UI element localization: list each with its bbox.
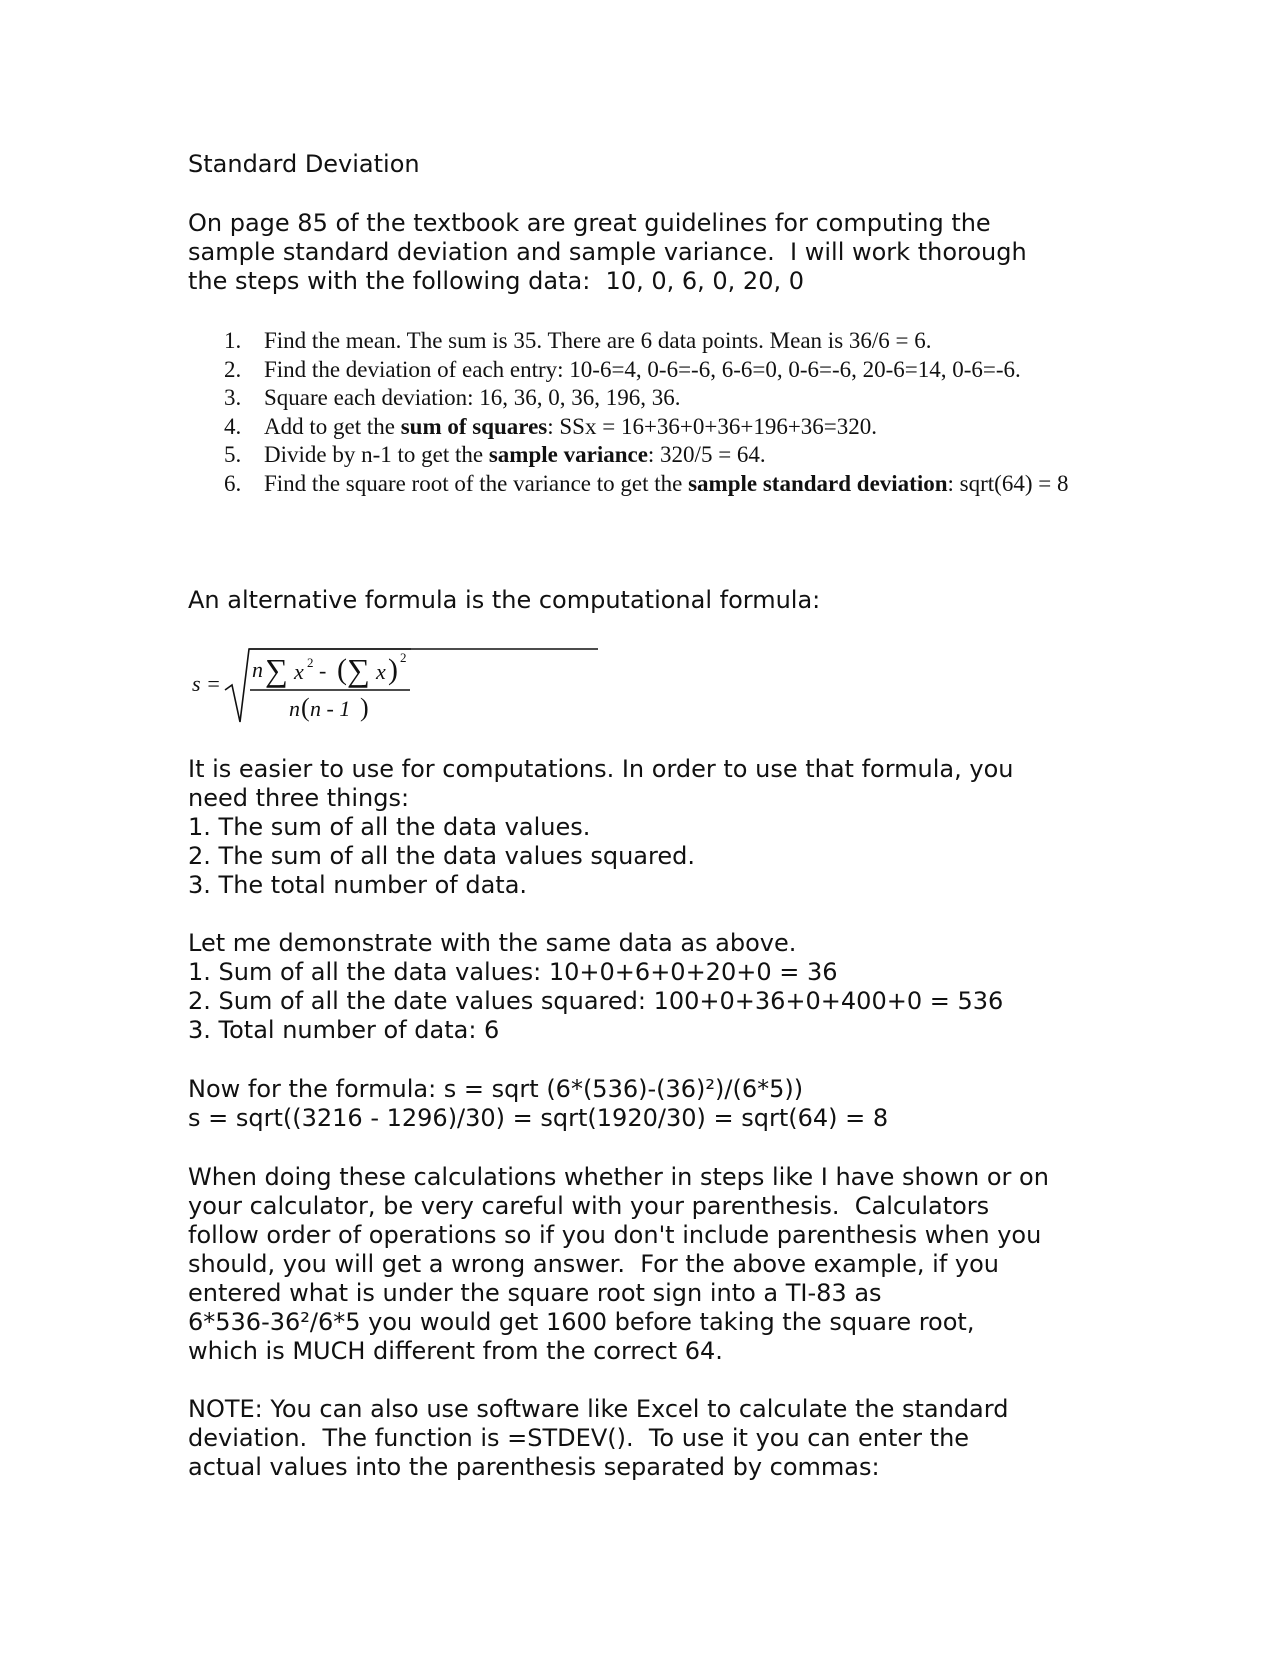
- demo-line: 2. Sum of all the date values squared: 100+0+36+0+400+0 = 536: [188, 987, 1004, 1015]
- step-item: [188, 470, 1098, 499]
- note-line: NOTE: You can also use software like Excel to calculate the standard: [188, 1395, 1009, 1423]
- step-text: : 320/5 = 64.: [647, 442, 766, 467]
- demo-paragraph: [188, 929, 1098, 1045]
- careful-line: When doing these calculations whether in steps like I have shown or on: [188, 1163, 1049, 1191]
- step-text: Find the mean. The sum is 35. There are 6 data points. Mean is 36/6 = 6.: [264, 328, 932, 353]
- step-text: Add to get the: [264, 413, 401, 439]
- alt-heading-text: An alternative formula is the computational formula:: [188, 586, 821, 614]
- careful-line: which is MUCH different from the correct 64.: [188, 1337, 723, 1365]
- careful-line: your calculator, be very careful with your parenthesis. Calculators: [188, 1192, 990, 1220]
- formula-exp-2: 2: [400, 650, 407, 665]
- formula-graphic: [188, 640, 428, 730]
- step-text: Find the square root of the variance to get the: [264, 470, 689, 496]
- careful-line: should, you will get a wrong answer. For the above example, if you: [188, 1250, 999, 1278]
- formula-open-paren: (: [337, 653, 347, 686]
- formula-den-inner: n - 1: [310, 696, 351, 721]
- step-number: 2.: [224, 356, 242, 382]
- step-item: [188, 384, 1098, 413]
- steps-list: [188, 327, 1098, 498]
- formula-den-n: n: [289, 696, 300, 721]
- step-number: 1.: [224, 328, 242, 353]
- easier-line: It is easier to use for computations. In order to use that formula, you: [188, 755, 1014, 783]
- formula-minus: -: [319, 658, 327, 683]
- page-title: [188, 150, 1098, 179]
- step-number: 6.: [224, 470, 242, 496]
- step-text: : SSx = 16+36+0+36+196+36=320.: [547, 413, 878, 439]
- note-paragraph: [188, 1395, 1098, 1482]
- formula-line: Now for the formula: s = sqrt (6*(536)-(36)²)/(6*5)): [188, 1075, 804, 1103]
- easier-line: 1. The sum of all the data values.: [188, 813, 591, 841]
- careful-line: entered what is under the square root sign into a TI-83 as: [188, 1279, 882, 1307]
- step-item: [188, 356, 1098, 385]
- term-sample-standard-deviation: sample standard deviation: [688, 470, 948, 496]
- step-text: Find the deviation of each entry: 10-6=4, 0-6=-6, 6-6=0, 0-6=-6, 20-6=14, 0-6=-6.: [264, 356, 1021, 382]
- formula-paragraph: [188, 1075, 1098, 1133]
- note-line: deviation. The function is =STDEV(). To use it you can enter the: [188, 1424, 970, 1452]
- step-text: Square each deviation: 16, 36, 0, 36, 196, 36.: [264, 385, 681, 410]
- step-number: 4.: [224, 413, 242, 439]
- formula-den-open: (: [301, 693, 310, 722]
- formula-sigma: ∑: [265, 652, 288, 688]
- formula-den-close: ): [360, 693, 369, 722]
- title-text: Standard Deviation: [188, 150, 420, 178]
- easier-paragraph: [188, 755, 1098, 900]
- computational-formula: [188, 640, 428, 730]
- term-sample-variance: sample variance: [488, 442, 648, 467]
- step-number: 3.: [224, 385, 242, 410]
- careful-line: 6*536-36²/6*5 you would get 1600 before taking the square root,: [188, 1308, 975, 1336]
- step-text: : sqrt(64) = 8: [947, 470, 1069, 496]
- step-text: Divide by n-1 to get the: [264, 442, 489, 467]
- demo-line: 1. Sum of all the data values: 10+0+6+0+20+0 = 36: [188, 958, 838, 986]
- easier-line: need three things:: [188, 784, 410, 812]
- formula-line: s = sqrt((3216 - 1296)/30) = sqrt(1920/30) = sqrt(64) = 8: [188, 1104, 889, 1132]
- formula-x: x: [294, 659, 304, 684]
- demo-line: Let me demonstrate with the same data as above.: [188, 929, 797, 957]
- intro-paragraph: [188, 209, 1098, 296]
- formula-close-paren: ): [388, 653, 398, 686]
- careful-paragraph: [188, 1163, 1098, 1366]
- note-line: actual values into the parenthesis separated by commas:: [188, 1453, 880, 1481]
- formula-lhs: s =: [192, 671, 221, 696]
- intro-line: sample standard deviation and sample variance. I will work thorough: [188, 238, 1027, 266]
- alt-formula-heading: [188, 586, 1098, 615]
- step-number: 5.: [224, 442, 242, 467]
- formula-exp: 2: [307, 655, 314, 670]
- formula-sigma-2: ∑: [347, 652, 370, 688]
- step-item: [188, 327, 1098, 356]
- easier-line: 3. The total number of data.: [188, 871, 528, 899]
- easier-line: 2. The sum of all the data values squared.: [188, 842, 695, 870]
- formula-x-2: x: [376, 659, 386, 684]
- demo-line: 3. Total number of data: 6: [188, 1016, 500, 1044]
- intro-line: On page 85 of the textbook are great guidelines for computing the: [188, 209, 991, 237]
- intro-line: the steps with the following data: 10, 0, 6, 0, 20, 0: [188, 267, 804, 295]
- step-item: [188, 413, 1098, 442]
- step-item: [188, 441, 1098, 470]
- careful-line: follow order of operations so if you don't include parenthesis when you: [188, 1221, 1042, 1249]
- term-sum-of-squares: sum of squares: [400, 413, 548, 439]
- formula-n: n: [252, 657, 263, 682]
